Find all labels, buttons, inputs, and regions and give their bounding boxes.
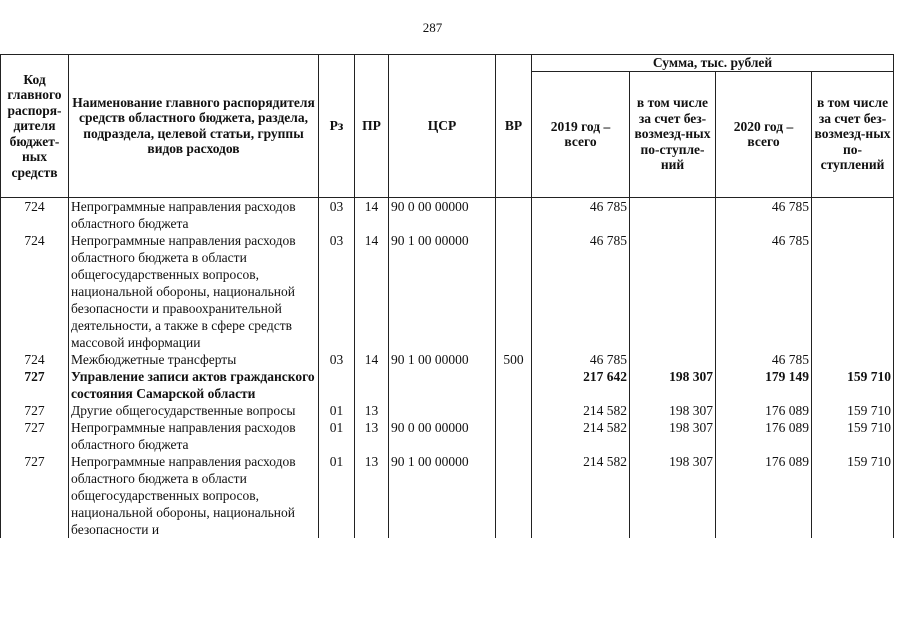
- cell-2020-total: 46 785: [716, 351, 812, 368]
- header-code: Код главного распоря-дителя бюджет-ных средств: [1, 55, 69, 198]
- cell-name: Непрограммные направления расходов областного бюджета: [69, 197, 319, 232]
- header-pr: ПР: [355, 55, 389, 198]
- cell-pr: 13: [355, 419, 389, 453]
- cell-2019-grants: 198 307: [630, 419, 716, 453]
- cell-2020-grants: 159 710: [812, 419, 894, 453]
- cell-code: 724: [1, 197, 69, 232]
- table-row: [1, 402, 894, 419]
- cell-csr: 90 0 00 00000: [389, 419, 496, 453]
- cell-2019-grants: 198 307: [630, 453, 716, 538]
- cell-rz: 01: [319, 453, 355, 538]
- cell-name: Управление записи актов гражданского состояния Самарской области: [69, 368, 319, 402]
- cell-2019-grants: [630, 351, 716, 368]
- header-2020-total: 2020 год – всего: [716, 71, 812, 197]
- cell-csr: 90 0 00 00000: [389, 197, 496, 232]
- cell-2020-total: 176 089: [716, 453, 812, 538]
- cell-2019-total: 217 642: [532, 368, 630, 402]
- cell-csr: 90 1 00 00000: [389, 232, 496, 351]
- table-row: [1, 419, 894, 453]
- cell-rz: 03: [319, 232, 355, 351]
- cell-csr: [389, 402, 496, 419]
- cell-2020-total: 46 785: [716, 197, 812, 232]
- cell-2019-total: 214 582: [532, 402, 630, 419]
- cell-rz: 03: [319, 197, 355, 232]
- cell-code: 727: [1, 368, 69, 402]
- header-2019-total: 2019 год – всего: [532, 71, 630, 197]
- cell-2020-grants: [812, 232, 894, 351]
- cell-pr: [355, 368, 389, 402]
- cell-rz: 01: [319, 402, 355, 419]
- cell-2020-grants: 159 710: [812, 453, 894, 538]
- cell-2020-grants: [812, 351, 894, 368]
- cell-2019-grants: 198 307: [630, 402, 716, 419]
- header-2019-grants: в том числе за счет без-возмезд-ных по-ступле-ний: [630, 71, 716, 197]
- header-name: Наименование главного распорядителя средств областного бюджета, раздела, подраздела, целевой статьи, группы видов расходов: [69, 55, 319, 198]
- cell-vr: [496, 368, 532, 402]
- cell-code: 727: [1, 402, 69, 419]
- cell-2020-grants: [812, 197, 894, 232]
- cell-vr: 500: [496, 351, 532, 368]
- table-header: [1, 55, 894, 198]
- cell-2020-total: 176 089: [716, 419, 812, 453]
- cell-code: 724: [1, 232, 69, 351]
- table-row: [1, 197, 894, 232]
- cell-name: Межбюджетные трансферты: [69, 351, 319, 368]
- cell-name: Другие общегосударственные вопросы: [69, 402, 319, 419]
- cell-rz: 01: [319, 419, 355, 453]
- cell-name: Непрограммные направления расходов областного бюджета в области общегосударственных вопросов, национальной обороны, национальной безопасности и правоохранительной деятельности, а также в сфере средств массовой информации: [69, 232, 319, 351]
- cell-pr: 13: [355, 402, 389, 419]
- table-row: [1, 351, 894, 368]
- cell-2019-total: 214 582: [532, 453, 630, 538]
- cell-2019-total: 46 785: [532, 232, 630, 351]
- cell-2020-grants: 159 710: [812, 368, 894, 402]
- cell-pr: 13: [355, 453, 389, 538]
- cell-2020-total: 46 785: [716, 232, 812, 351]
- header-csr: ЦСР: [389, 55, 496, 198]
- table-row: [1, 232, 894, 351]
- cell-code: 727: [1, 419, 69, 453]
- cell-vr: [496, 453, 532, 538]
- cell-vr: [496, 197, 532, 232]
- cell-code: 724: [1, 351, 69, 368]
- cell-vr: [496, 402, 532, 419]
- budget-table: [0, 54, 894, 538]
- cell-2019-total: 46 785: [532, 197, 630, 232]
- table-row: [1, 453, 894, 538]
- cell-csr: [389, 368, 496, 402]
- header-rz: Рз: [319, 55, 355, 198]
- cell-2019-grants: [630, 197, 716, 232]
- cell-pr: 14: [355, 232, 389, 351]
- cell-name: Непрограммные направления расходов областного бюджета в области общегосударственных вопросов, национальной обороны, национальной безопасности и: [69, 453, 319, 538]
- cell-pr: 14: [355, 197, 389, 232]
- cell-csr: 90 1 00 00000: [389, 351, 496, 368]
- header-sum-group: Сумма, тыс. рублей: [532, 55, 894, 72]
- header-vr: ВР: [496, 55, 532, 198]
- cell-vr: [496, 419, 532, 453]
- cell-name: Непрограммные направления расходов областного бюджета: [69, 419, 319, 453]
- page-number: 287: [422, 20, 443, 35]
- cell-2019-total: 214 582: [532, 419, 630, 453]
- cell-vr: [496, 232, 532, 351]
- cell-2020-grants: 159 710: [812, 402, 894, 419]
- table-body: [1, 197, 894, 538]
- cell-2019-grants: 198 307: [630, 368, 716, 402]
- cell-csr: 90 1 00 00000: [389, 453, 496, 538]
- table-row: [1, 368, 894, 402]
- cell-2020-total: 176 089: [716, 402, 812, 419]
- header-2020-grants: в том числе за счет без-возмезд-ных по-ступлений: [812, 71, 894, 197]
- cell-rz: [319, 368, 355, 402]
- cell-2019-total: 46 785: [532, 351, 630, 368]
- cell-2019-grants: [630, 232, 716, 351]
- cell-pr: 14: [355, 351, 389, 368]
- cell-code: 727: [1, 453, 69, 538]
- cell-2020-total: 179 149: [716, 368, 812, 402]
- cell-rz: 03: [319, 351, 355, 368]
